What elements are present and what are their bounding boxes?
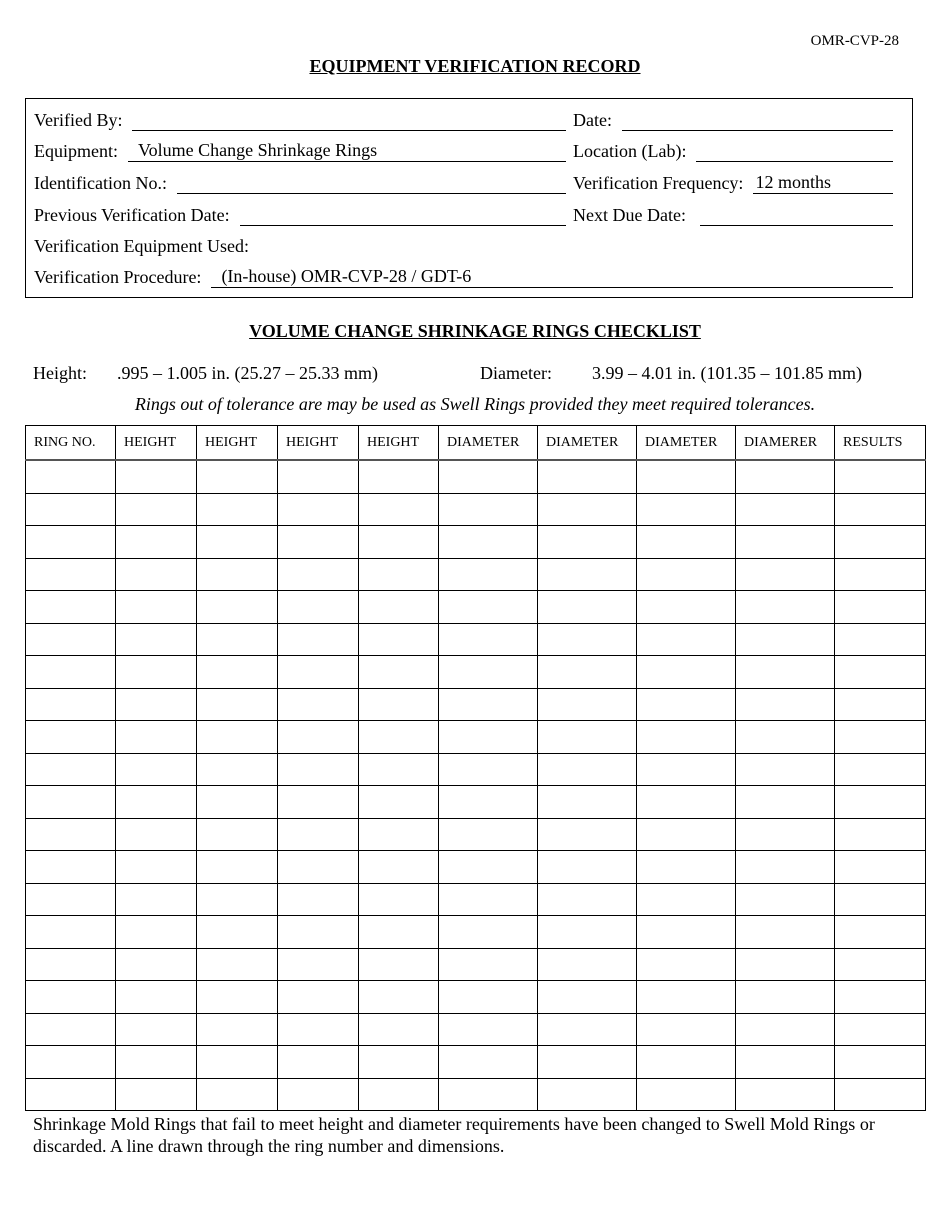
procedure-field [34, 264, 893, 288]
table-cell[interactable] [359, 623, 439, 656]
table-row [26, 558, 926, 591]
table-cell[interactable] [835, 818, 926, 851]
table-cell[interactable] [197, 786, 278, 819]
equipment-field [34, 138, 566, 162]
table-cell[interactable] [116, 591, 197, 624]
table-cell[interactable] [26, 460, 116, 493]
table-cell[interactable] [278, 818, 359, 851]
table-cell[interactable] [538, 460, 637, 493]
table-cell[interactable] [359, 916, 439, 949]
table-cell[interactable] [26, 818, 116, 851]
table-cell[interactable] [439, 753, 538, 786]
table-cell[interactable] [116, 721, 197, 754]
table-cell[interactable] [736, 656, 835, 689]
table-cell[interactable] [197, 460, 278, 493]
table-cell[interactable] [278, 948, 359, 981]
equipment-label: Equipment: [34, 141, 118, 161]
table-cell[interactable] [197, 591, 278, 624]
column-header-ring-no: RING NO. [26, 426, 116, 461]
frequency-field [573, 170, 893, 194]
table-cell[interactable] [26, 688, 116, 721]
table-cell[interactable] [637, 460, 736, 493]
table-row [26, 1078, 926, 1111]
table-cell[interactable] [359, 753, 439, 786]
table-cell[interactable] [197, 558, 278, 591]
table-cell[interactable] [116, 558, 197, 591]
table-cell[interactable] [637, 623, 736, 656]
identification-label: Identification No.: [34, 173, 167, 193]
table-cell[interactable] [538, 688, 637, 721]
table-cell[interactable] [835, 591, 926, 624]
footer-note: Shrinkage Mold Rings that fail to meet height and diameter requirements have been changed to Swell Mold Rings or discarded. A line drawn through the ring number and dimensions. [33, 1114, 875, 1156]
table-cell[interactable] [278, 1046, 359, 1079]
table-cell[interactable] [26, 851, 116, 884]
table-cell[interactable] [538, 1013, 637, 1046]
table-body [26, 460, 926, 1111]
table-cell[interactable] [637, 558, 736, 591]
table-cell[interactable] [538, 883, 637, 916]
table-cell[interactable] [439, 981, 538, 1014]
table-cell[interactable] [637, 493, 736, 526]
table-cell[interactable] [116, 786, 197, 819]
table-cell[interactable] [736, 851, 835, 884]
table-cell[interactable] [637, 1078, 736, 1111]
table-cell[interactable] [278, 460, 359, 493]
table-cell[interactable] [637, 1013, 736, 1046]
location-input[interactable] [696, 139, 893, 162]
table-cell[interactable] [736, 981, 835, 1014]
table-cell[interactable] [439, 656, 538, 689]
table-cell[interactable] [197, 688, 278, 721]
table-cell[interactable] [439, 623, 538, 656]
table-cell[interactable] [278, 656, 359, 689]
table-row [26, 688, 926, 721]
table-cell[interactable] [538, 1046, 637, 1079]
next-due-field [573, 202, 893, 226]
table-row [26, 916, 926, 949]
table-cell[interactable] [439, 558, 538, 591]
table-cell[interactable] [197, 851, 278, 884]
table-cell[interactable] [278, 688, 359, 721]
table-cell[interactable] [835, 753, 926, 786]
table-cell[interactable] [359, 883, 439, 916]
table-cell[interactable] [278, 493, 359, 526]
table-cell[interactable] [736, 786, 835, 819]
table-cell[interactable] [736, 916, 835, 949]
table-cell[interactable] [26, 623, 116, 656]
column-header-height-1: HEIGHT [116, 426, 197, 461]
table-cell[interactable] [736, 526, 835, 559]
table-cell[interactable] [637, 981, 736, 1014]
table-cell[interactable] [637, 591, 736, 624]
table-cell[interactable] [197, 493, 278, 526]
table-cell[interactable] [439, 460, 538, 493]
table-cell[interactable] [538, 526, 637, 559]
table-cell[interactable] [278, 623, 359, 656]
table-cell[interactable] [116, 1046, 197, 1079]
verification-info-box [25, 98, 913, 298]
table-cell[interactable] [116, 818, 197, 851]
table-cell[interactable] [197, 526, 278, 559]
table-cell[interactable] [116, 851, 197, 884]
table-row [26, 948, 926, 981]
table-cell[interactable] [736, 493, 835, 526]
table-cell[interactable] [439, 948, 538, 981]
table-row [26, 753, 926, 786]
table-cell[interactable] [26, 948, 116, 981]
diameter-spec-value: 3.99 – 4.01 in. (101.35 – 101.85 mm) [592, 363, 862, 383]
column-header-diameter-3: DIAMETER [637, 426, 736, 461]
table-row [26, 1013, 926, 1046]
table-cell[interactable] [736, 623, 835, 656]
page-title: EQUIPMENT VERIFICATION RECORD [309, 56, 641, 76]
table-cell[interactable] [26, 721, 116, 754]
table-cell[interactable] [26, 1046, 116, 1079]
date-label: Date: [573, 110, 612, 130]
previous-date-input[interactable] [240, 203, 566, 226]
table-cell[interactable] [116, 753, 197, 786]
table-cell[interactable] [359, 818, 439, 851]
table-cell[interactable] [736, 818, 835, 851]
table-cell[interactable] [26, 591, 116, 624]
table-cell[interactable] [439, 688, 538, 721]
table-header-row [26, 426, 926, 461]
table-row [26, 493, 926, 526]
table-cell[interactable] [26, 526, 116, 559]
table-cell[interactable] [116, 656, 197, 689]
table-cell[interactable] [439, 916, 538, 949]
table-cell[interactable] [835, 558, 926, 591]
table-cell[interactable] [736, 1013, 835, 1046]
table-cell[interactable] [835, 460, 926, 493]
table-row [26, 526, 926, 559]
table-cell[interactable] [538, 493, 637, 526]
date-input[interactable] [622, 108, 893, 131]
table-cell[interactable] [538, 591, 637, 624]
table-cell[interactable] [197, 721, 278, 754]
table-cell[interactable] [637, 688, 736, 721]
table-cell[interactable] [637, 721, 736, 754]
table-cell[interactable] [116, 916, 197, 949]
table-cell[interactable] [278, 851, 359, 884]
table-cell[interactable] [359, 981, 439, 1014]
table-cell[interactable] [116, 883, 197, 916]
rings-checklist-table [25, 425, 926, 1111]
frequency-label: Verification Frequency: [573, 173, 744, 193]
table-cell[interactable] [197, 753, 278, 786]
table-cell[interactable] [26, 981, 116, 1014]
table-cell[interactable] [835, 656, 926, 689]
table-cell[interactable] [835, 688, 926, 721]
identification-field [34, 170, 566, 194]
next-due-input[interactable] [700, 203, 893, 226]
table-cell[interactable] [835, 916, 926, 949]
table-cell[interactable] [835, 721, 926, 754]
table-cell[interactable] [637, 1046, 736, 1079]
table-cell[interactable] [637, 753, 736, 786]
table-row [26, 851, 926, 884]
table-cell[interactable] [538, 623, 637, 656]
table-cell[interactable] [359, 851, 439, 884]
column-header-diameter-4: DIAMERER [736, 426, 835, 461]
table-cell[interactable] [736, 688, 835, 721]
table-cell[interactable] [439, 883, 538, 916]
table-cell[interactable] [538, 818, 637, 851]
table-cell[interactable] [439, 786, 538, 819]
table-cell[interactable] [538, 948, 637, 981]
table-cell[interactable] [736, 721, 835, 754]
table-cell[interactable] [538, 1078, 637, 1111]
table-cell[interactable] [197, 818, 278, 851]
previous-date-label: Previous Verification Date: [34, 205, 230, 225]
next-due-label: Next Due Date: [573, 205, 686, 225]
table-cell[interactable] [359, 688, 439, 721]
table-cell[interactable] [26, 1078, 116, 1111]
table-cell[interactable] [835, 526, 926, 559]
table-cell[interactable] [835, 883, 926, 916]
table-cell[interactable] [835, 786, 926, 819]
equipment-used-label: Verification Equipment Used: [34, 236, 249, 256]
table-cell[interactable] [538, 786, 637, 819]
table-cell[interactable] [359, 558, 439, 591]
table-row [26, 656, 926, 689]
verified-by-field [34, 107, 566, 131]
table-cell[interactable] [538, 753, 637, 786]
table-cell[interactable] [637, 916, 736, 949]
table-cell[interactable] [359, 948, 439, 981]
table-cell[interactable] [278, 1013, 359, 1046]
table-cell[interactable] [736, 558, 835, 591]
table-cell[interactable] [439, 851, 538, 884]
table-cell[interactable] [359, 493, 439, 526]
table-cell[interactable] [359, 591, 439, 624]
table-cell[interactable] [278, 883, 359, 916]
table-cell[interactable] [637, 883, 736, 916]
table-cell[interactable] [439, 1046, 538, 1079]
table-row [26, 883, 926, 916]
table-cell[interactable] [736, 1046, 835, 1079]
table-cell[interactable] [278, 558, 359, 591]
table-cell[interactable] [637, 818, 736, 851]
table-row [26, 460, 926, 493]
table-row [26, 818, 926, 851]
table-cell[interactable] [278, 786, 359, 819]
table-cell[interactable] [116, 493, 197, 526]
column-header-height-3: HEIGHT [278, 426, 359, 461]
table-cell[interactable] [835, 493, 926, 526]
table-cell[interactable] [359, 1013, 439, 1046]
table-cell[interactable] [637, 786, 736, 819]
verified-by-label: Verified By: [34, 110, 123, 130]
verified-by-input[interactable] [132, 108, 566, 131]
table-cell[interactable] [278, 591, 359, 624]
location-label: Location (Lab): [573, 141, 687, 161]
table-cell[interactable] [439, 1013, 538, 1046]
table-cell[interactable] [197, 948, 278, 981]
location-field [573, 138, 893, 162]
column-header-diameter-2: DIAMETER [538, 426, 637, 461]
table-cell[interactable] [736, 1078, 835, 1111]
column-header-height-2: HEIGHT [197, 426, 278, 461]
equipment-input[interactable]: Volume Change Shrinkage Rings [128, 139, 566, 162]
table-cell[interactable] [359, 656, 439, 689]
table-cell[interactable] [197, 1078, 278, 1111]
document-id: OMR-CVP-28 [810, 33, 899, 49]
table-cell[interactable] [197, 1046, 278, 1079]
table-row [26, 981, 926, 1014]
date-field [573, 107, 893, 131]
height-spec-label: Height: [33, 363, 87, 383]
table-cell[interactable] [116, 981, 197, 1014]
table-row [26, 786, 926, 819]
table-cell[interactable] [835, 1046, 926, 1079]
table-cell[interactable] [26, 753, 116, 786]
checklist-title: VOLUME CHANGE SHRINKAGE RINGS CHECKLIST [249, 321, 701, 341]
table-cell[interactable] [359, 526, 439, 559]
table-cell[interactable] [116, 623, 197, 656]
table-cell[interactable] [538, 851, 637, 884]
tolerance-note: Rings out of tolerance are may be used as Swell Rings provided they meet required tolerances. [134, 394, 816, 414]
table-cell[interactable] [835, 623, 926, 656]
table-cell[interactable] [197, 916, 278, 949]
procedure-input[interactable]: (In-house) OMR-CVP-28 / GDT-6 [211, 265, 893, 288]
diameter-spec-label: Diameter: [480, 363, 552, 383]
table-cell[interactable] [538, 981, 637, 1014]
table-cell[interactable] [736, 753, 835, 786]
table-cell[interactable] [736, 591, 835, 624]
procedure-label: Verification Procedure: [34, 267, 202, 287]
table-cell[interactable] [26, 1013, 116, 1046]
table-cell[interactable] [736, 460, 835, 493]
previous-date-field [34, 202, 566, 226]
table-cell[interactable] [359, 1046, 439, 1079]
height-spec-value: .995 – 1.005 in. (25.27 – 25.33 mm) [117, 363, 378, 383]
table-cell[interactable] [538, 916, 637, 949]
table-cell[interactable] [439, 1078, 538, 1111]
table-cell[interactable] [26, 656, 116, 689]
table-cell[interactable] [116, 1013, 197, 1046]
table-row [26, 623, 926, 656]
table-cell[interactable] [439, 591, 538, 624]
table-cell[interactable] [359, 786, 439, 819]
table-row [26, 591, 926, 624]
table-cell[interactable] [197, 981, 278, 1014]
table-cell[interactable] [278, 981, 359, 1014]
column-header-diameter-1: DIAMETER [439, 426, 538, 461]
table-cell[interactable] [736, 883, 835, 916]
table-cell[interactable] [439, 721, 538, 754]
table-cell[interactable] [359, 1078, 439, 1111]
table-cell[interactable] [835, 1078, 926, 1111]
table-cell[interactable] [116, 948, 197, 981]
frequency-input[interactable]: 12 months [753, 171, 893, 194]
table-cell[interactable] [278, 1078, 359, 1111]
table-cell[interactable] [439, 818, 538, 851]
table-cell[interactable] [116, 526, 197, 559]
table-cell[interactable] [278, 721, 359, 754]
table-cell[interactable] [736, 948, 835, 981]
table-cell[interactable] [637, 656, 736, 689]
table-row [26, 721, 926, 754]
table-cell[interactable] [637, 948, 736, 981]
table-cell[interactable] [637, 851, 736, 884]
table-cell[interactable] [26, 786, 116, 819]
table-cell[interactable] [835, 948, 926, 981]
table-cell[interactable] [26, 916, 116, 949]
table-cell[interactable] [26, 493, 116, 526]
table-cell[interactable] [359, 460, 439, 493]
table-cell[interactable] [197, 1013, 278, 1046]
table-cell[interactable] [538, 721, 637, 754]
table-cell[interactable] [116, 688, 197, 721]
table-cell[interactable] [116, 1078, 197, 1111]
table-cell[interactable] [26, 883, 116, 916]
table-cell[interactable] [278, 526, 359, 559]
table-cell[interactable] [439, 526, 538, 559]
table-cell[interactable] [835, 981, 926, 1014]
identification-input[interactable] [177, 171, 566, 194]
equipment-used-field [34, 233, 893, 257]
table-cell[interactable] [835, 851, 926, 884]
column-header-results: RESULTS [835, 426, 926, 461]
table-cell[interactable] [359, 721, 439, 754]
table-cell[interactable] [26, 558, 116, 591]
table-cell[interactable] [197, 623, 278, 656]
table-cell[interactable] [637, 526, 736, 559]
table-row [26, 1046, 926, 1079]
table-cell[interactable] [197, 883, 278, 916]
table-cell[interactable] [278, 753, 359, 786]
table-cell[interactable] [116, 460, 197, 493]
table-cell[interactable] [197, 656, 278, 689]
table-cell[interactable] [835, 1013, 926, 1046]
table-cell[interactable] [538, 656, 637, 689]
table-cell[interactable] [439, 493, 538, 526]
table-cell[interactable] [278, 916, 359, 949]
table-cell[interactable] [538, 558, 637, 591]
column-header-height-4: HEIGHT [359, 426, 439, 461]
